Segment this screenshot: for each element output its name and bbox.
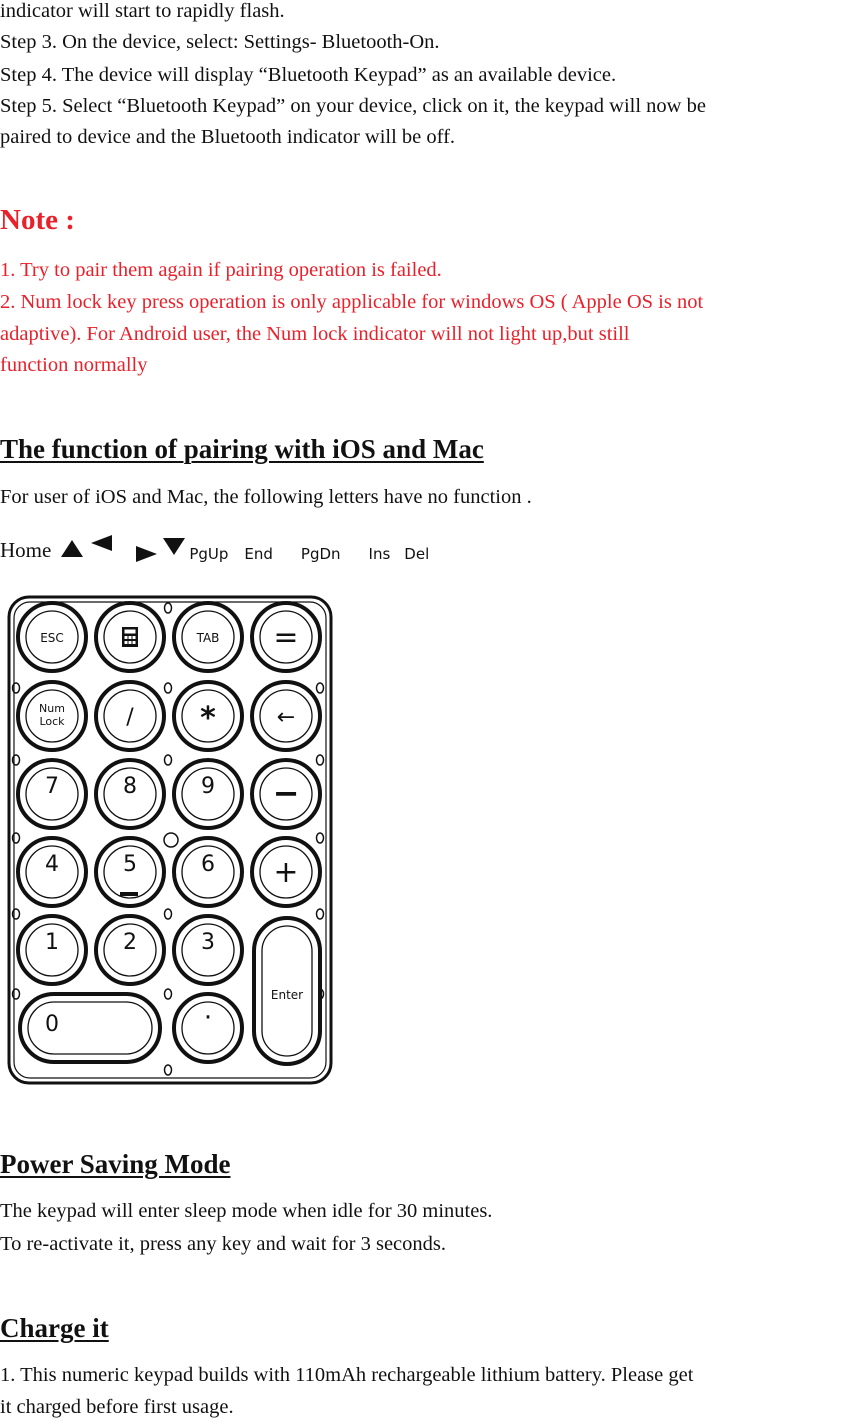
key-0-label: 0 (45, 1012, 59, 1037)
key-7-label: 7 (45, 774, 59, 799)
ios-mac-heading: The function of pairing with iOS and Mac (0, 434, 484, 464)
power-saving-heading: Power Saving Mode (0, 1149, 231, 1179)
charge-line: 1. This numeric keypad builds with 110mAh rechargeable lithium battery. Please get (0, 1364, 694, 1386)
note-line: adaptive). For Android user, the Num lock indicator will not light up,but still (0, 323, 630, 345)
power-saving-line: To re-activate it, press any key and wait for 3 seconds. (0, 1233, 446, 1255)
del-key-label: Del (404, 545, 430, 563)
key-4-label: 4 (45, 852, 59, 877)
intro-line: Step 5. Select “Bluetooth Keypad” on your device, click on it, the keypad will now be (0, 95, 706, 117)
key-dot-label: · (203, 1003, 213, 1033)
note-line: 2. Num lock key press operation is only applicable for windows OS ( Apple OS is not (0, 291, 704, 313)
key-1-label: 1 (45, 930, 59, 955)
key-5-label: 5 (123, 852, 137, 877)
home-key-label: Home (0, 537, 52, 562)
power-saving-line: The keypad will enter sleep mode when idle for 30 minutes. (0, 1200, 493, 1222)
key-backspace-label: ← (276, 705, 296, 730)
key-equals-label: = (273, 620, 299, 655)
note-line: 1. Try to pair them again if pairing operation is failed. (0, 259, 442, 281)
key-numlock-label-1: Num (39, 702, 65, 715)
key-9-label: 9 (201, 774, 215, 799)
calculator-icon (122, 627, 138, 647)
key-tab-label: TAB (196, 631, 220, 645)
key-6-label: 6 (201, 852, 215, 877)
key-esc-label: ESC (40, 631, 64, 645)
note-title: Note : (0, 204, 75, 236)
key-5-nub-icon (120, 892, 138, 896)
key-plus-label: + (273, 855, 299, 890)
keypad-drawing (6, 594, 334, 1086)
note-line: function normally (0, 354, 148, 376)
charge-line: it charged before first usage. (0, 1396, 234, 1418)
unsupported-keys-row (0, 533, 429, 567)
pgdn-key-label: PgDn (300, 545, 341, 563)
charge-heading: Charge it (0, 1313, 109, 1343)
key-enter-label: Enter (270, 988, 304, 1002)
ios-mac-body: For user of iOS and Mac, the following letters have no function . (0, 486, 532, 508)
intro-line: Step 4. The device will display “Bluetooth Keypad” as an available device. (0, 64, 617, 86)
arrow-down-icon (163, 538, 185, 555)
intro-line: paired to device and the Bluetooth indicator will be off. (0, 126, 456, 148)
key-numlock-label-2: Lock (39, 715, 65, 728)
key-slash-label: / (126, 705, 134, 730)
arrow-left-icon (91, 535, 112, 551)
ins-key-label: Ins (368, 545, 391, 563)
end-key-label: End (244, 545, 273, 563)
pgup-key-label: PgUp (189, 545, 229, 563)
key-8-label: 8 (123, 774, 137, 799)
keypad-illustration (6, 594, 334, 1086)
key-2-label: 2 (123, 930, 137, 955)
arrow-right-icon (136, 546, 157, 562)
intro-line: Step 3. On the device, select: Settings- Bluetooth-On. (0, 31, 440, 53)
key-star-label: * (200, 701, 216, 736)
arrow-up-icon (61, 540, 83, 557)
intro-line: indicator will start to rapidly flash. (0, 0, 285, 22)
key-0 (20, 994, 160, 1062)
key-minus-label: − (272, 774, 300, 812)
key-3-label: 3 (201, 930, 215, 955)
